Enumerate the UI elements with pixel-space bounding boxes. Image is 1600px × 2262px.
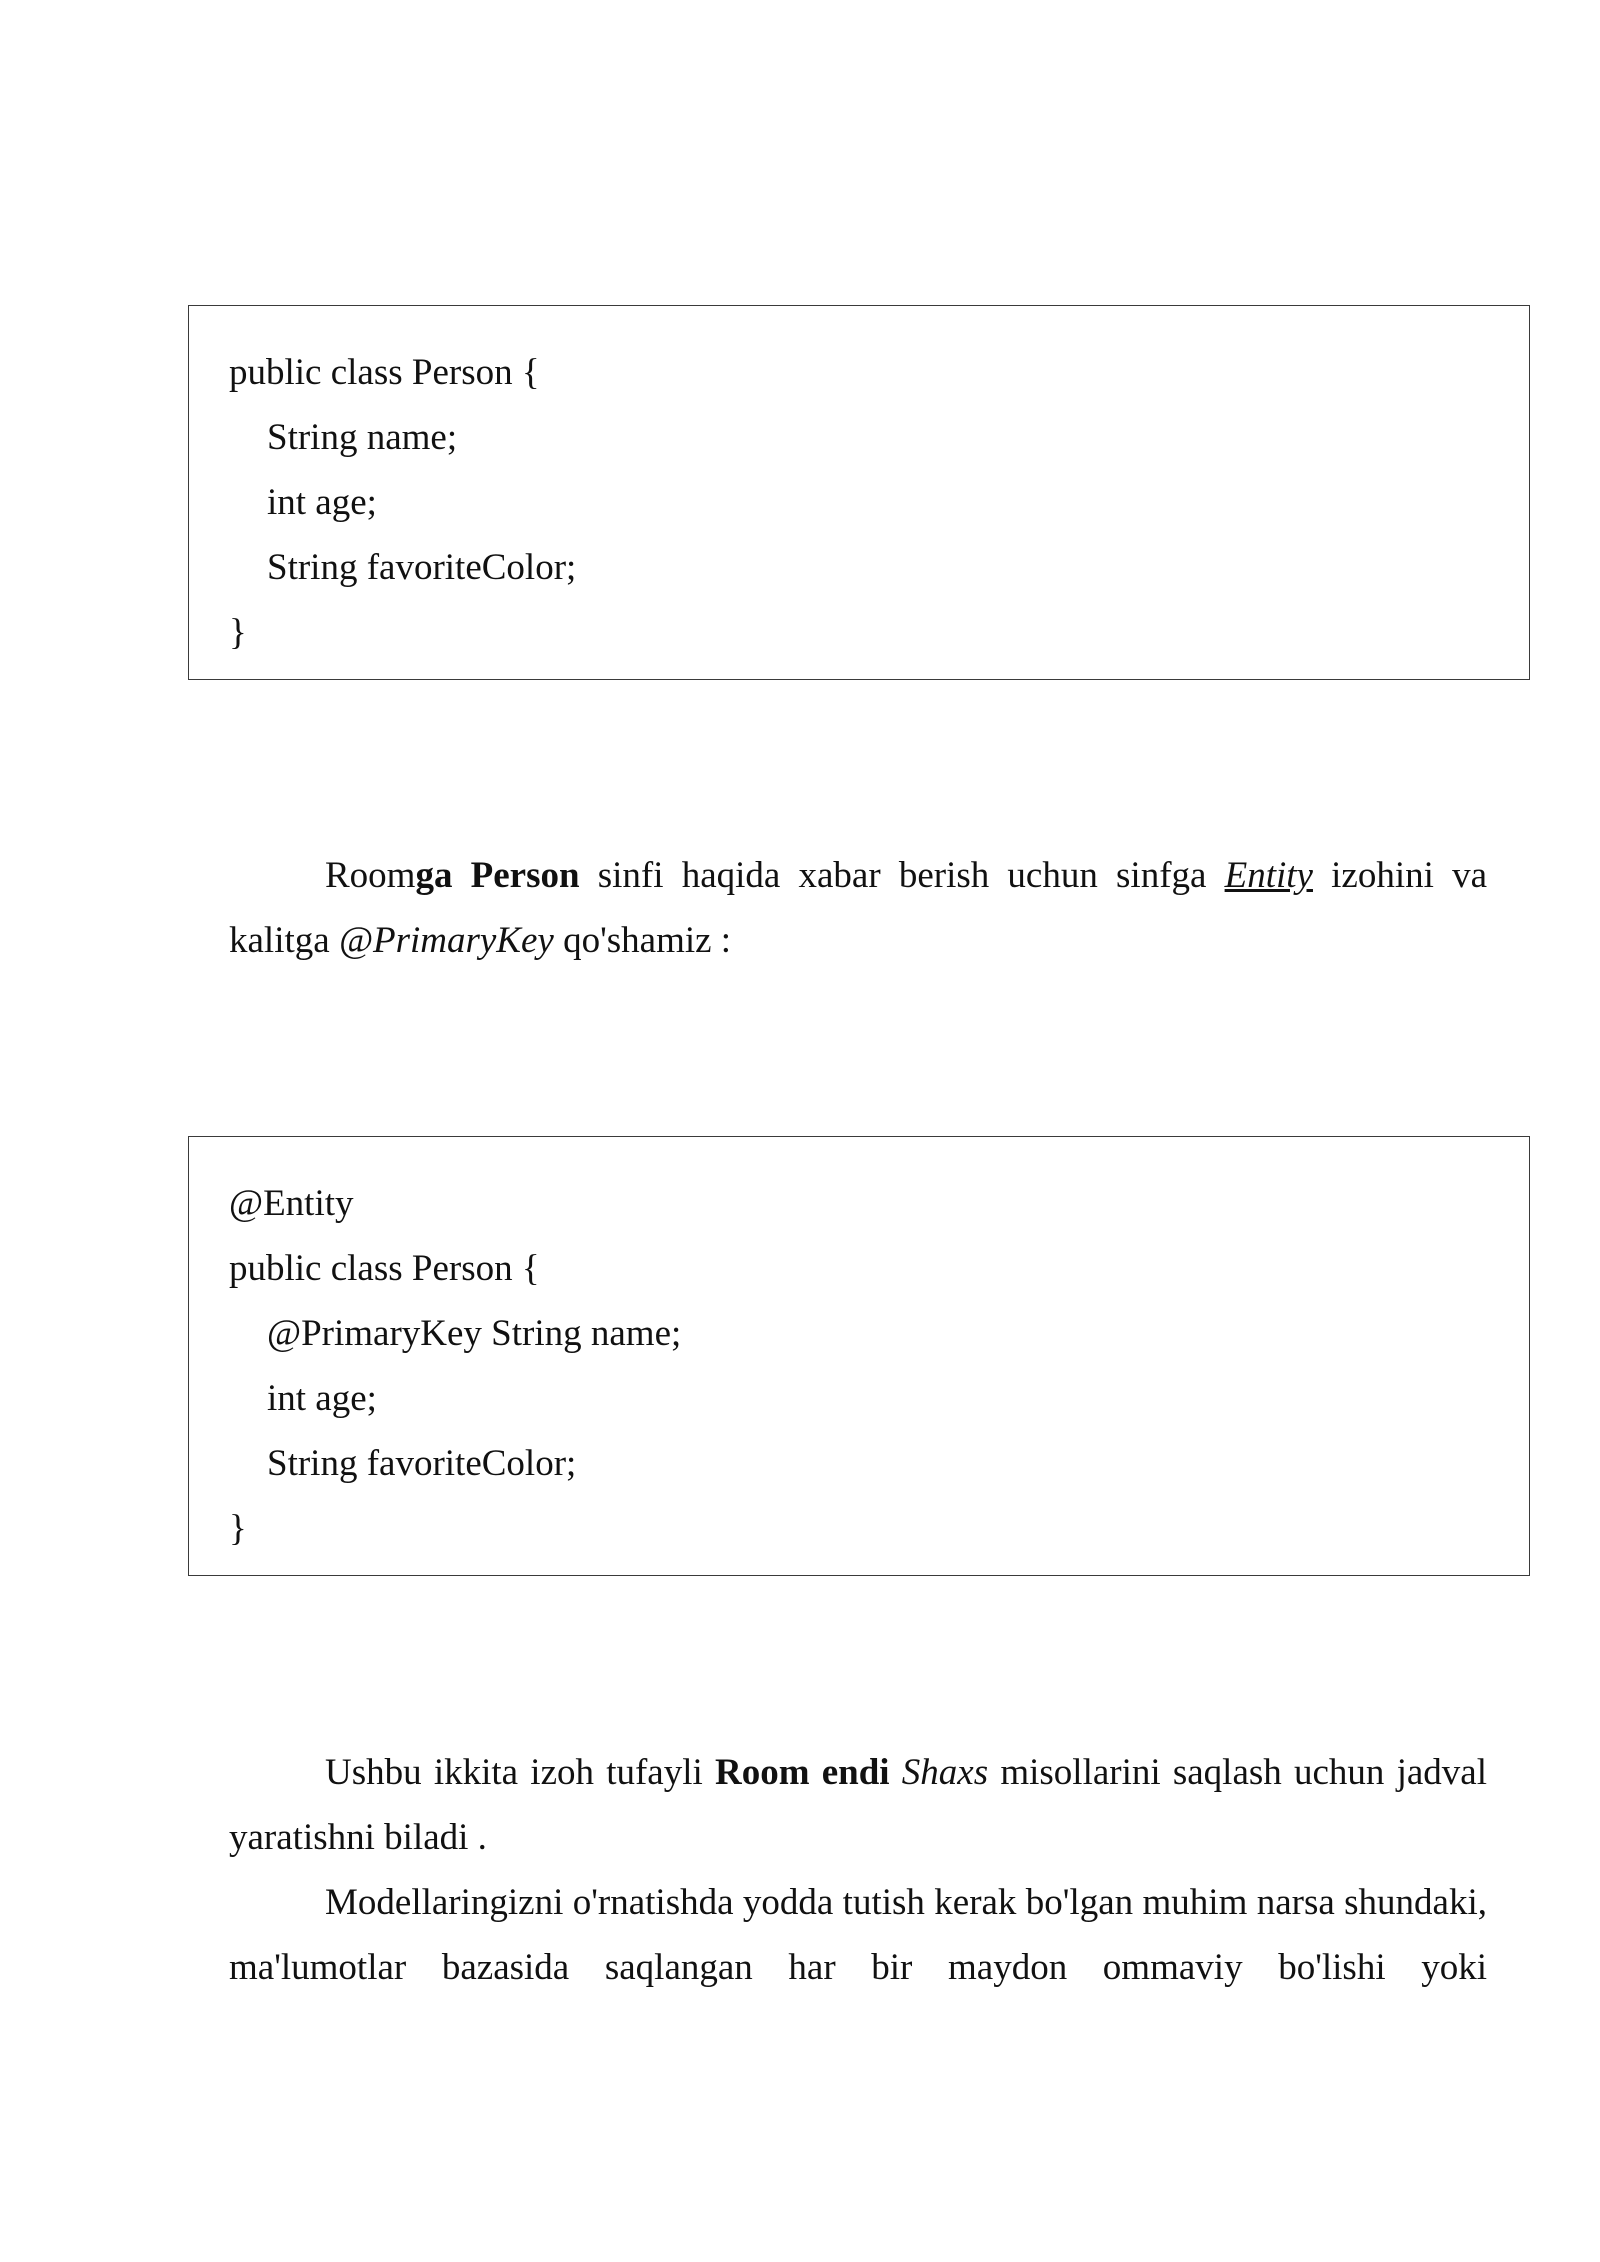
paragraph-line (229, 1740, 1487, 1805)
paragraph-line (229, 908, 1487, 973)
text-person-bold: Person (470, 855, 580, 896)
text-segment: sinfi haqida xabar berish uchun sinfga (597, 855, 1207, 896)
code-line: int age; (267, 1378, 377, 1419)
text-segment: qo'shamiz : (563, 920, 732, 961)
code-line: String name; (267, 417, 458, 458)
code-line: public class Person { (229, 352, 540, 393)
code-block-entity-person-class (188, 1136, 1530, 1576)
paragraph-model-fields (229, 1870, 1487, 2000)
text-ga-bold: ga (415, 855, 453, 896)
text-segment: misollarini saqlash uchun jadval (1000, 1752, 1488, 1793)
paragraph-entity-explanation (229, 843, 1487, 973)
code-line: String favoriteColor; (267, 547, 577, 588)
code-line: } (229, 1508, 247, 1549)
code-line: String favoriteColor; (267, 1443, 577, 1484)
text-room: Room (325, 855, 416, 896)
text-segment: Ushbu ikkita izoh tufayli (325, 1752, 703, 1793)
text-entity-italic-underline: Entity (1224, 855, 1313, 896)
paragraph-line: ma'lumotlar bazasida saqlangan har bir maydon ommaviy bo'lishi yoki (229, 1947, 1487, 1988)
code-line: } (229, 612, 247, 653)
code-line: @Entity (229, 1183, 354, 1224)
code-line: public class Person { (229, 1248, 540, 1289)
text-primarykey-italic: @PrimaryKey (338, 920, 554, 961)
paragraph-line: yaratishni biladi . (229, 1817, 487, 1858)
text-shaxs-italic: Shaxs (901, 1752, 989, 1793)
text-room-endi-bold: Room endi (714, 1752, 890, 1793)
code-line: int age; (267, 482, 377, 523)
paragraph-line: Modellaringizni o'rnatishda yodda tutish kerak bo'lgan muhim narsa shundaki, (325, 1882, 1487, 1923)
paragraph-line (229, 843, 1487, 908)
text-segment: izohini va (1331, 855, 1488, 896)
code-line: @PrimaryKey String name; (267, 1313, 682, 1354)
code-block-person-class (188, 305, 1530, 680)
text-segment: kalitga (229, 920, 330, 961)
paragraph-room-table (229, 1740, 1487, 1870)
